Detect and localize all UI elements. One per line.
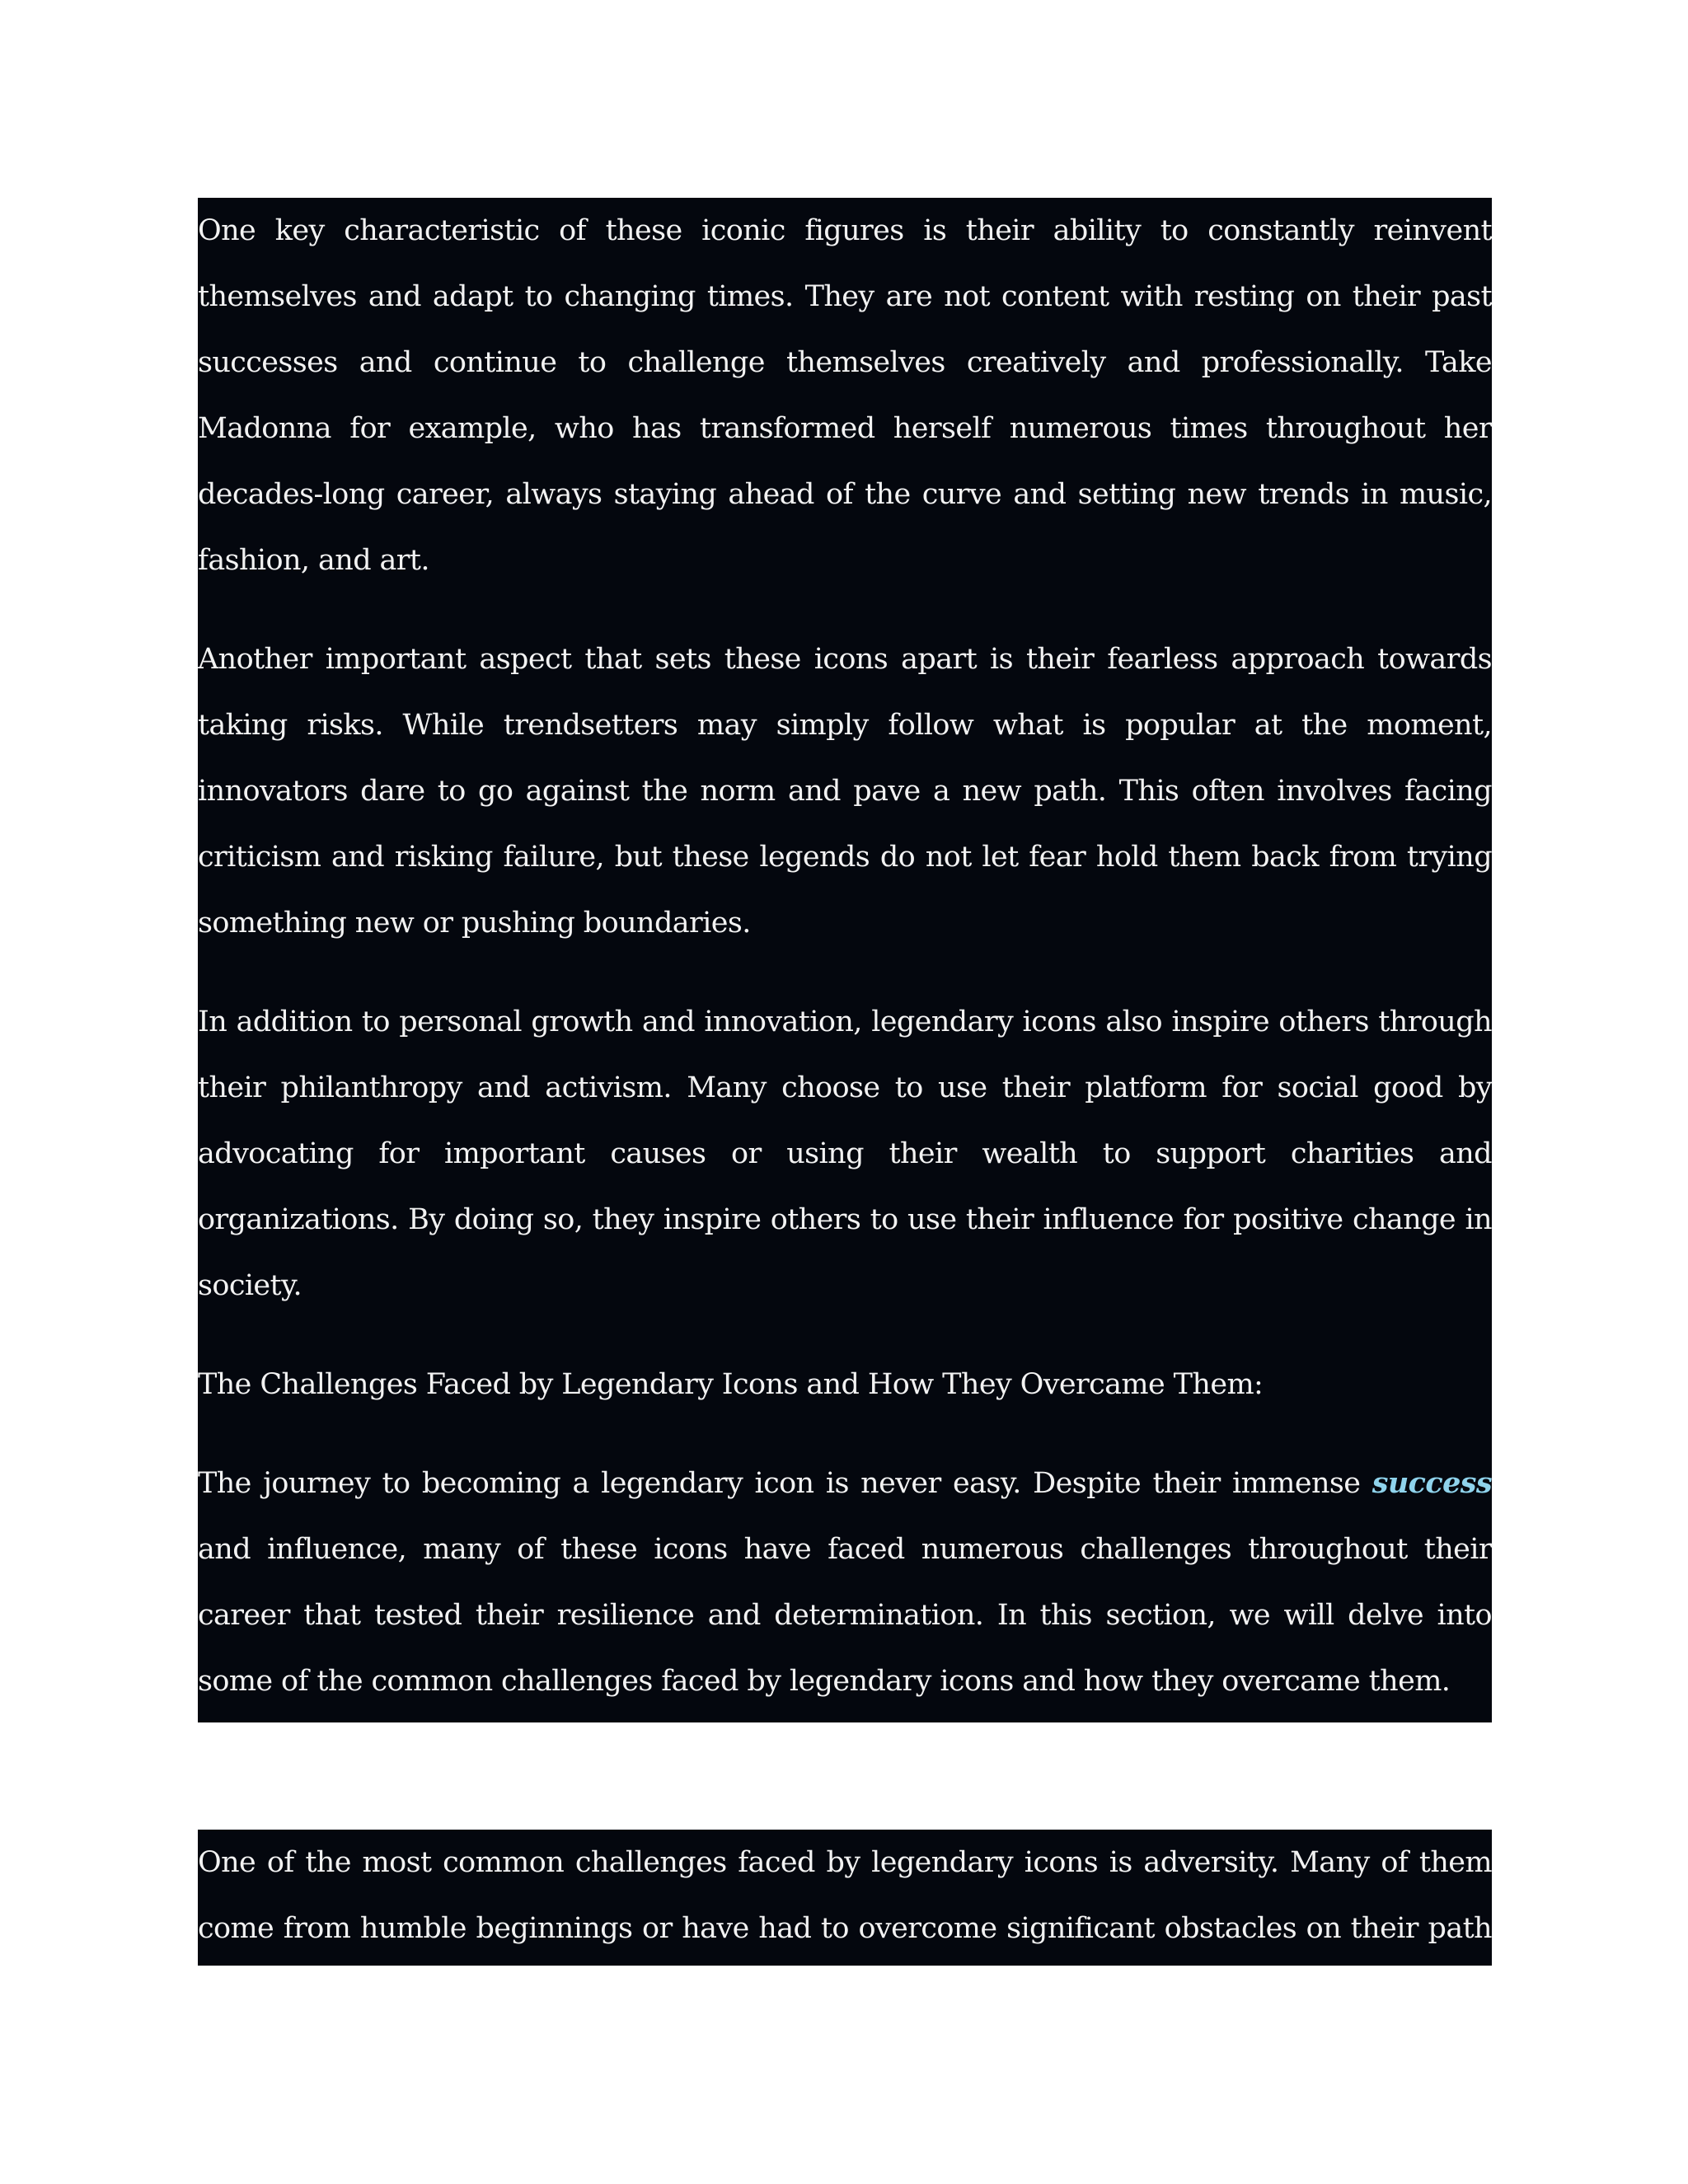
paragraph-text-after: and influence, many of these icons have faced numerous challenges throughout their career that tested their resilience and determination. In this section, we will delve into some of the common challenges faced by legendary icons and how they overcame them. <box>198 1533 1492 1698</box>
section-heading: The Challenges Faced by Legendary Icons and How They Overcame Them: <box>198 1368 1264 1401</box>
paragraph-challenges-intro <box>198 1451 1492 1714</box>
text-block-main <box>198 198 1492 1722</box>
paragraph-adversity: One of the most common challenges faced by legendary icons is adversity. Many of them come from humble beginnings or have had to overcome significant obstacles on their path <box>198 1846 1492 1945</box>
paragraph-philanthropy: In addition to personal growth and innovation, legendary icons also inspire others through their philanthropy and activism. Many choose to use their platform for social good by advocating for important causes or using their wealth to support charities and organizations. By doing so, they inspire others to use their influence for positive change in society. <box>198 1005 1492 1302</box>
highlighted-word-success: success <box>1372 1466 1492 1500</box>
paragraph-text-before: The journey to becoming a legendary icon is never easy. Despite their immense <box>198 1467 1372 1500</box>
text-block-continued <box>198 1830 1492 1966</box>
paragraph-reinvention: One key characteristic of these iconic figures is their ability to constantly reinvent themselves and adapt to changing times. They are not content with resting on their past successes and continue to challenge themselves creatively and professionally. Take Madonna for example, who has transformed herself numerous times throughout her decades-long career, always staying ahead of the curve and setting new trends in music, fashion, and art. <box>198 214 1492 577</box>
paragraph-risk-taking: Another important aspect that sets these icons apart is their fearless approach towards taking risks. While trendsetters may simply follow what is popular at the moment, innovators dare to go against the norm and pave a new path. This often involves facing criticism and risking failure, but these legends do not let fear hold them back from trying something new or pushing boundaries. <box>198 643 1492 940</box>
